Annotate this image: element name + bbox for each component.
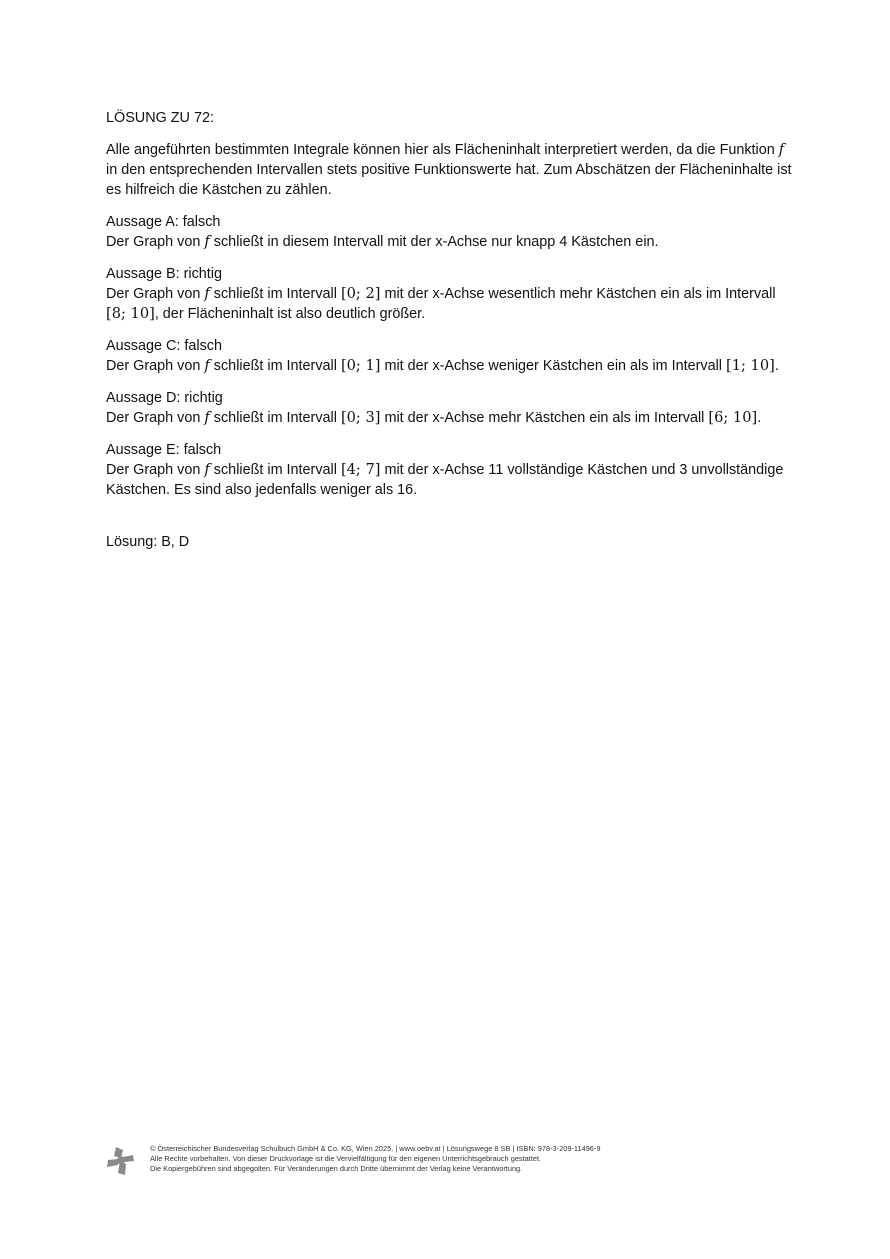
text-segment: Der Graph von xyxy=(106,234,205,250)
text-segment: schließt im Intervall xyxy=(209,286,341,302)
function-variable: f xyxy=(778,141,785,158)
interval: [1; 10] xyxy=(726,357,775,374)
publisher-logo-icon xyxy=(106,1146,136,1176)
text-segment: mit der x-Achse weniger Kästchen ein als im Intervall xyxy=(380,358,726,374)
text-segment: Der Graph von xyxy=(106,462,205,478)
intro-text-1: Alle angeführten bestimmten Integrale können hier als Flächeninhalt interpretiert werden, da die Funktion xyxy=(106,142,779,158)
statement-explanation xyxy=(106,356,796,376)
text-segment: schließt in diesem Intervall mit der x-Achse nur knapp 4 Kästchen ein. xyxy=(209,234,659,250)
solution-line: Lösung: B, D xyxy=(106,534,190,550)
interval: [6; 10] xyxy=(708,409,758,426)
interval: [0; 3] xyxy=(340,409,381,426)
intro-paragraph xyxy=(106,140,796,200)
rights-line: Alle Rechte vorbehalten. Von dieser Druckvorlage ist die Vervielfältigung für den eigenen Unterrichtsgebrauch gestattet. xyxy=(150,1154,542,1163)
text-segment: . xyxy=(774,358,779,374)
statement-label: Aussage E: falsch xyxy=(106,442,222,458)
statement-explanation xyxy=(106,284,796,324)
text-segment: . xyxy=(757,410,762,426)
text-segment: Der Graph von xyxy=(106,286,205,302)
statement-c xyxy=(106,336,796,376)
text-segment: schließt im Intervall xyxy=(209,358,341,374)
page-footer xyxy=(106,1144,806,1184)
function-variable: f xyxy=(204,461,210,478)
page-heading: LÖSUNG ZU 72: xyxy=(106,110,214,126)
text-segment: , der Flächeninhalt ist also deutlich größer. xyxy=(154,306,426,322)
text-segment: Der Graph von xyxy=(106,410,205,426)
text-segment: Der Graph von xyxy=(106,358,205,374)
intro-text-2: in den entsprechenden Intervallen stets positive Funktionswerte hat. Zum Abschätzen der Flächeninhalte ist es hilfreich die Kästchen zu zählen. xyxy=(106,162,792,198)
statement-explanation xyxy=(106,408,796,428)
text-segment: schließt im Intervall xyxy=(209,462,341,478)
statement-a xyxy=(106,212,796,252)
solution-page xyxy=(106,108,796,564)
function-variable: f xyxy=(204,409,210,426)
interval: [4; 7] xyxy=(340,461,381,478)
copyright-line: © Österreichischer Bundesverlag Schulbuch GmbH & Co. KG, Wien 2025. | www.oebv.at | Lösungswege 8 SB | ISBN: 978-3-209-11496-9 xyxy=(150,1144,601,1153)
text-segment: mit der x-Achse mehr Kästchen ein als im Intervall xyxy=(380,410,709,426)
statement-label: Aussage B: richtig xyxy=(106,266,222,282)
liability-line: Die Kopiergebühren sind abgegolten. Für Veränderungen durch Dritte übernimmt der Verlag keine Verantwortung. xyxy=(150,1164,523,1173)
statement-explanation xyxy=(106,460,796,500)
statement-explanation xyxy=(106,232,796,252)
statement-label: Aussage C: falsch xyxy=(106,338,222,354)
function-variable: f xyxy=(204,233,210,250)
statement-label: Aussage A: falsch xyxy=(106,214,221,230)
function-variable: f xyxy=(204,357,210,374)
statement-b xyxy=(106,264,796,324)
statement-label: Aussage D: richtig xyxy=(106,390,223,406)
text-segment: mit der x-Achse 11 vollständige Kästchen und 3 unvollständige Kästchen. Es sind also jedenfalls weniger als 16. xyxy=(106,462,784,498)
interval: [8; 10] xyxy=(106,305,155,322)
copyright-notice xyxy=(150,1144,601,1174)
text-segment: schließt im Intervall xyxy=(209,410,341,426)
text-segment: mit der x-Achse wesentlich mehr Kästchen ein als im Intervall xyxy=(380,286,776,302)
statement-e xyxy=(106,440,796,500)
function-variable: f xyxy=(204,285,210,302)
interval: [0; 1] xyxy=(340,357,381,374)
interval: [0; 2] xyxy=(340,285,381,302)
statement-d xyxy=(106,388,796,428)
